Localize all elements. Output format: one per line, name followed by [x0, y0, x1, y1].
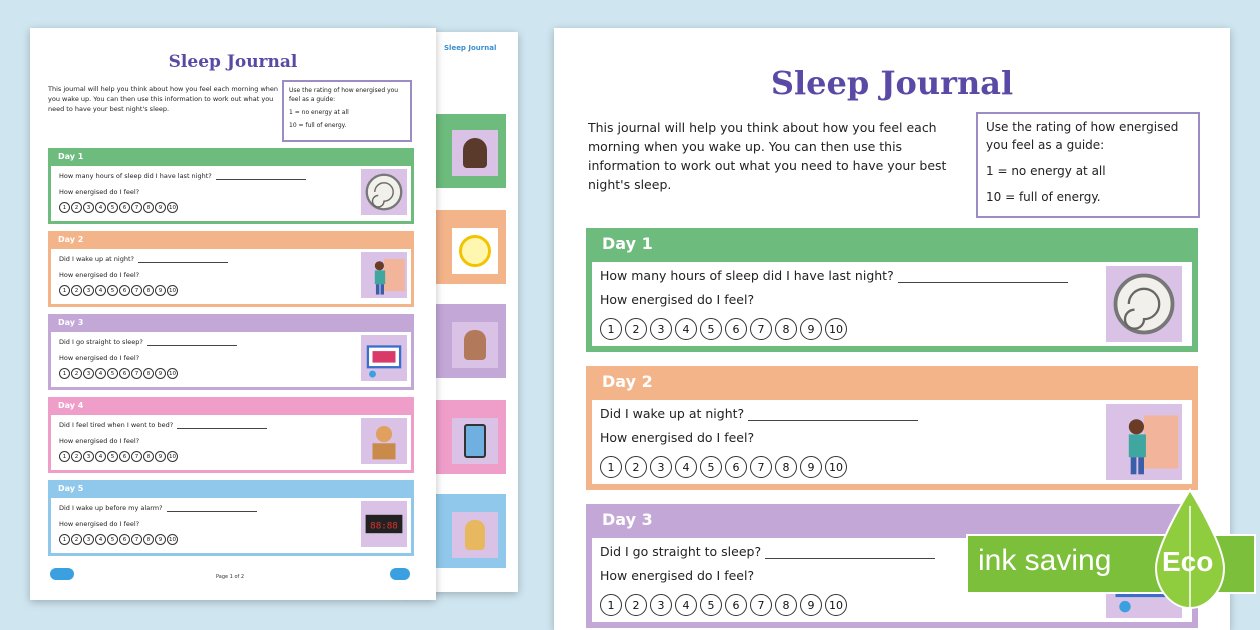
left-day-3-rating-scale — [59, 368, 179, 379]
left-day-1-rating-1[interactable]: 1 — [59, 202, 70, 213]
main-intro: This journal will help you think about how you feel each morning when you wake up. You can then use this information to work out what you need to have your best night's sleep. — [588, 120, 947, 192]
left-day-2-rating-9[interactable]: 9 — [155, 285, 166, 296]
main-day-2-rating-5[interactable]: 5 — [700, 456, 722, 478]
back-pic-3 — [452, 322, 498, 368]
left-day-1-rating-8[interactable]: 8 — [143, 202, 154, 213]
left-day-5-rating-8[interactable]: 8 — [143, 534, 154, 545]
left-day-3-rating-9[interactable]: 9 — [155, 368, 166, 379]
main-day-2-rating-9[interactable]: 9 — [800, 456, 822, 478]
left-day-4 — [48, 397, 414, 473]
badge-eco: Eco — [1162, 546, 1214, 577]
main-guide-box — [976, 112, 1200, 218]
left-day-label: Day 4 — [58, 401, 84, 410]
main-day-1-rating-1[interactable]: 1 — [600, 318, 622, 340]
left-energy-question: How energised do I feel? — [59, 520, 140, 528]
left-day-4-rating-5[interactable]: 5 — [107, 451, 118, 462]
main-day-1-rating-3[interactable]: 3 — [650, 318, 672, 340]
left-day-2-rating-8[interactable]: 8 — [143, 285, 154, 296]
back-pic-1 — [452, 130, 498, 176]
left-day-label: Day 2 — [58, 235, 84, 244]
left-day-1-rating-3[interactable]: 3 — [83, 202, 94, 213]
main-day-1-rating-4[interactable]: 4 — [675, 318, 697, 340]
left-footer-mark — [390, 568, 410, 580]
left-day-5-rating-1[interactable]: 1 — [59, 534, 70, 545]
main-day-2-rating-8[interactable]: 8 — [775, 456, 797, 478]
left-day-4-rating-9[interactable]: 9 — [155, 451, 166, 462]
left-day-question: Did I wake up before my alarm? — [59, 504, 163, 512]
main-day-3-rating-2[interactable]: 2 — [625, 594, 647, 616]
left-day-5-rating-5[interactable]: 5 — [107, 534, 118, 545]
main-day-2-rating-2[interactable]: 2 — [625, 456, 647, 478]
left-day-3 — [48, 314, 414, 390]
main-day-3-rating-4[interactable]: 4 — [675, 594, 697, 616]
main-day-1-rating-2[interactable]: 2 — [625, 318, 647, 340]
main-day-2-rating-4[interactable]: 4 — [675, 456, 697, 478]
left-day-5-rating-4[interactable]: 4 — [95, 534, 106, 545]
main-answer-line[interactable] — [748, 408, 918, 422]
main-day-3-rating-scale — [600, 594, 850, 616]
left-sheet — [30, 28, 436, 600]
left-answer-line[interactable] — [138, 256, 228, 264]
main-day-2-rating-10[interactable]: 10 — [825, 456, 847, 478]
main-day-label: Day 3 — [602, 510, 653, 529]
left-day-3-rating-6[interactable]: 6 — [119, 368, 130, 379]
left-guide-line-3: 10 = full of energy. — [289, 122, 347, 129]
main-day-1-rating-8[interactable]: 8 — [775, 318, 797, 340]
left-day-body — [51, 166, 411, 221]
left-day-5-rating-3[interactable]: 3 — [83, 534, 94, 545]
main-guide-line-2: 1 = no energy at all — [986, 164, 1106, 178]
left-day-1-rating-2[interactable]: 2 — [71, 202, 82, 213]
left-day-3-illustration — [361, 335, 407, 381]
main-day-1-rating-10[interactable]: 10 — [825, 318, 847, 340]
left-day-4-rating-2[interactable]: 2 — [71, 451, 82, 462]
left-day-4-rating-7[interactable]: 7 — [131, 451, 142, 462]
main-day-3-rating-7[interactable]: 7 — [750, 594, 772, 616]
back-pic-5 — [452, 512, 498, 558]
left-day-2-rating-2[interactable]: 2 — [71, 285, 82, 296]
left-day-2-rating-5[interactable]: 5 — [107, 285, 118, 296]
left-day-question: How many hours of sleep did I have last night? — [59, 172, 212, 180]
left-day-2-rating-10[interactable]: 10 — [167, 285, 178, 296]
left-answer-line[interactable] — [167, 505, 257, 513]
left-day-5-rating-scale — [59, 534, 179, 545]
left-day-4-illustration — [361, 418, 407, 464]
left-day-4-rating-8[interactable]: 8 — [143, 451, 154, 462]
left-day-2-rating-scale — [59, 285, 179, 296]
main-day-question: Did I wake up at night? — [600, 406, 745, 421]
main-day-1 — [586, 228, 1198, 352]
left-answer-line[interactable] — [216, 173, 306, 181]
left-day-1-rating-4[interactable]: 4 — [95, 202, 106, 213]
badge-text: ink saving — [978, 544, 1112, 577]
left-day-question: Did I go straight to sleep? — [59, 338, 143, 346]
left-day-3-rating-5[interactable]: 5 — [107, 368, 118, 379]
left-energy-question: How energised do I feel? — [59, 271, 140, 279]
main-answer-line[interactable] — [898, 270, 1068, 284]
svg-text:88:88: 88:88 — [370, 520, 398, 532]
left-day-3-rating-1[interactable]: 1 — [59, 368, 70, 379]
main-day-1-rating-9[interactable]: 9 — [800, 318, 822, 340]
main-day-2-illustration — [1106, 404, 1182, 480]
back-pic-4 — [452, 418, 498, 464]
left-day-5-illustration — [361, 501, 407, 547]
left-day-3-rating-8[interactable]: 8 — [143, 368, 154, 379]
left-logo — [50, 568, 74, 580]
left-energy-question: How energised do I feel? — [59, 188, 140, 196]
main-answer-line[interactable] — [765, 546, 935, 560]
left-day-2-rating-6[interactable]: 6 — [119, 285, 130, 296]
left-energy-question: How energised do I feel? — [59, 437, 140, 445]
left-day-2-rating-3[interactable]: 3 — [83, 285, 94, 296]
main-day-3-rating-1[interactable]: 1 — [600, 594, 622, 616]
left-day-4-rating-3[interactable]: 3 — [83, 451, 94, 462]
ink-saving-badge — [966, 534, 1256, 594]
left-guide-box — [282, 80, 412, 142]
left-answer-line[interactable] — [147, 339, 237, 347]
left-day-label: Day 3 — [58, 318, 84, 327]
main-day-question: Did I go straight to sleep? — [600, 544, 762, 559]
main-day-question: How many hours of sleep did I have last night? — [600, 268, 894, 283]
left-day-1 — [48, 148, 414, 224]
main-day-2-rating-scale — [600, 456, 850, 478]
left-page-title: Sleep Journal — [168, 52, 298, 72]
main-day-3-rating-9[interactable]: 9 — [800, 594, 822, 616]
main-day-body — [592, 262, 1192, 346]
left-guide-line-2: 1 = no energy at all — [289, 109, 349, 116]
main-day-body — [592, 400, 1192, 484]
main-day-2 — [586, 366, 1198, 490]
main-day-3-rating-3[interactable]: 3 — [650, 594, 672, 616]
main-day-3-rating-10[interactable]: 10 — [825, 594, 847, 616]
left-day-label: Day 1 — [58, 152, 84, 161]
left-day-3-rating-10[interactable]: 10 — [167, 368, 178, 379]
back-pic-2 — [452, 228, 498, 274]
left-day-2-rating-1[interactable]: 1 — [59, 285, 70, 296]
left-day-1-rating-10[interactable]: 10 — [167, 202, 178, 213]
left-day-4-rating-6[interactable]: 6 — [119, 451, 130, 462]
main-day-1-rating-6[interactable]: 6 — [725, 318, 747, 340]
left-day-5-rating-6[interactable]: 6 — [119, 534, 130, 545]
left-day-2 — [48, 231, 414, 307]
main-energy-question: How energised do I feel? — [600, 292, 755, 307]
left-day-3-rating-3[interactable]: 3 — [83, 368, 94, 379]
left-day-body — [51, 415, 411, 470]
left-day-5-rating-7[interactable]: 7 — [131, 534, 142, 545]
main-day-label: Day 2 — [602, 372, 653, 391]
main-day-1-illustration — [1106, 266, 1182, 342]
main-day-2-rating-3[interactable]: 3 — [650, 456, 672, 478]
left-day-5-rating-10[interactable]: 10 — [167, 534, 178, 545]
main-guide-line-3: 10 = full of energy. — [986, 190, 1101, 204]
left-day-question: Did I wake up at night? — [59, 255, 134, 263]
main-energy-question: How energised do I feel? — [600, 568, 755, 583]
left-day-1-rating-6[interactable]: 6 — [119, 202, 130, 213]
left-day-question: Did I feel tired when I went to bed? — [59, 421, 174, 429]
left-day-5-rating-9[interactable]: 9 — [155, 534, 166, 545]
main-day-3-rating-8[interactable]: 8 — [775, 594, 797, 616]
left-day-2-rating-7[interactable]: 7 — [131, 285, 142, 296]
left-answer-line[interactable] — [177, 422, 267, 430]
main-energy-question: How energised do I feel? — [600, 430, 755, 445]
left-day-3-rating-7[interactable]: 7 — [131, 368, 142, 379]
back-sheet-title: Sleep Journal — [444, 44, 497, 52]
left-day-2-illustration — [361, 252, 407, 298]
main-day-2-rating-1[interactable]: 1 — [600, 456, 622, 478]
left-day-1-rating-5[interactable]: 5 — [107, 202, 118, 213]
main-day-1-rating-5[interactable]: 5 — [700, 318, 722, 340]
left-day-4-rating-4[interactable]: 4 — [95, 451, 106, 462]
main-day-1-rating-scale — [600, 318, 850, 340]
left-guide-line-1: Use the rating of how energised you feel as a guide: — [289, 87, 399, 103]
main-day-2-rating-6[interactable]: 6 — [725, 456, 747, 478]
left-day-1-rating-9[interactable]: 9 — [155, 202, 166, 213]
left-day-1-illustration — [361, 169, 407, 215]
main-day-3-rating-6[interactable]: 6 — [725, 594, 747, 616]
main-day-2-rating-7[interactable]: 7 — [750, 456, 772, 478]
left-day-body — [51, 498, 411, 553]
left-day-4-rating-10[interactable]: 10 — [167, 451, 178, 462]
left-day-2-rating-4[interactable]: 4 — [95, 285, 106, 296]
main-day-1-rating-7[interactable]: 7 — [750, 318, 772, 340]
left-day-3-rating-2[interactable]: 2 — [71, 368, 82, 379]
main-page-title: Sleep Journal — [770, 64, 1014, 102]
left-intro: This journal will help you think about how you feel each morning when you wake up. You can then use this information to work out what you need to have your best night's sleep. — [48, 85, 279, 113]
main-day-3-rating-5[interactable]: 5 — [700, 594, 722, 616]
left-day-5-rating-2[interactable]: 2 — [71, 534, 82, 545]
left-day-5 — [48, 480, 414, 556]
left-day-4-rating-1[interactable]: 1 — [59, 451, 70, 462]
left-day-1-rating-scale — [59, 202, 179, 213]
left-day-label: Day 5 — [58, 484, 84, 493]
left-footer: Page 1 of 2 — [216, 574, 245, 580]
left-day-4-rating-scale — [59, 451, 179, 462]
left-energy-question: How energised do I feel? — [59, 354, 140, 362]
main-day-label: Day 1 — [602, 234, 653, 253]
main-guide-line-1: Use the rating of how energised you feel as a guide: — [986, 120, 1179, 152]
left-day-body — [51, 249, 411, 304]
left-day-3-rating-4[interactable]: 4 — [95, 368, 106, 379]
left-day-body — [51, 332, 411, 387]
left-day-1-rating-7[interactable]: 7 — [131, 202, 142, 213]
